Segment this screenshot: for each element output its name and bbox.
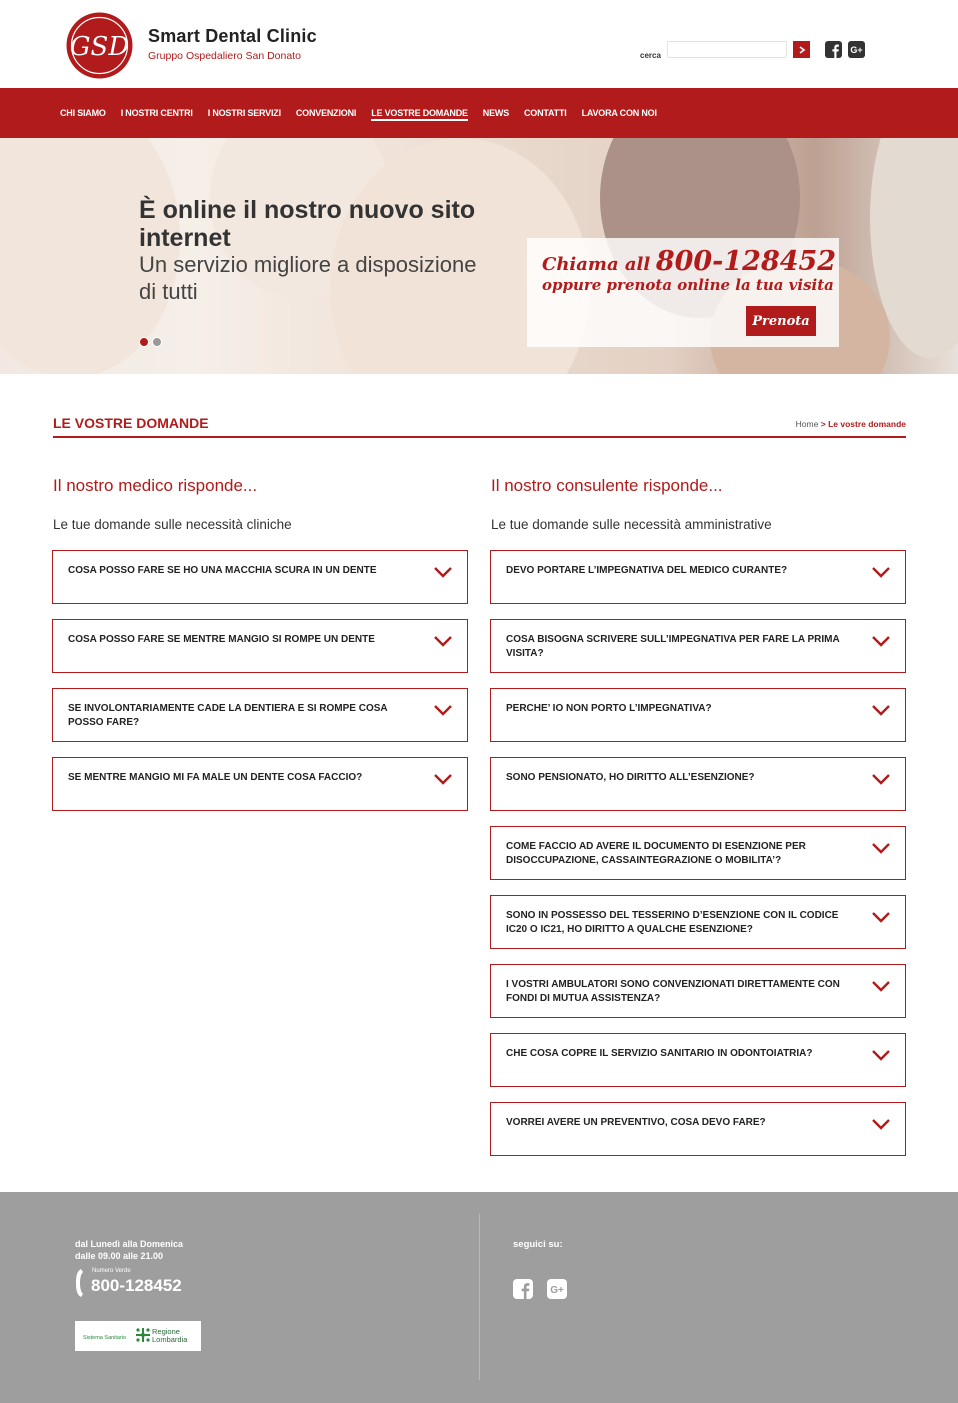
faq-item-clinical[interactable] — [52, 550, 468, 604]
chevron-down-icon — [433, 772, 453, 786]
sistema-sanitario-text: Sistema Sanitario — [83, 1335, 127, 1341]
faq-item-administrative[interactable] — [490, 826, 906, 880]
faq-question: SE MENTRE MANGIO MI FA MALE UN DENTE COSA FACCIO? — [68, 772, 363, 783]
faq-item-administrative[interactable] — [490, 895, 906, 949]
chevron-down-icon — [871, 841, 891, 855]
faq-item-administrative[interactable] — [490, 757, 906, 811]
breadcrumb-home-link[interactable]: Home — [795, 419, 819, 429]
faq-question: SE INVOLONTARIAMENTE CADE LA DENTIERA E SI ROMPE COSA POSSO FARE? — [68, 703, 388, 728]
chevron-down-icon — [871, 1048, 891, 1062]
regione-line1: Regione — [152, 1327, 180, 1336]
chevron-down-icon — [871, 772, 891, 786]
facebook-icon[interactable] — [825, 41, 842, 58]
breadcrumb-current: Le vostre domande — [828, 419, 906, 429]
chevron-down-icon — [871, 703, 891, 717]
google-plus-icon[interactable] — [848, 41, 865, 58]
breadcrumb — [796, 419, 906, 429]
nav-item-convenzioni[interactable]: CONVENZIONI — [295, 108, 357, 118]
nav-item-news[interactable]: NEWS — [482, 108, 509, 118]
faq-item-administrative[interactable] — [490, 688, 906, 742]
svg-text:G+: G+ — [850, 45, 863, 55]
faq-item-administrative[interactable] — [490, 964, 906, 1018]
nav-item-vostre-domande[interactable]: LE VOSTRE DOMANDE — [371, 108, 468, 121]
right-column-subtitle: Le tue domande sulle necessità amministrative — [491, 517, 772, 532]
chevron-down-icon — [871, 565, 891, 579]
arrow-right-icon — [798, 46, 806, 54]
search-label: cerca — [640, 51, 661, 60]
promo-prefix: Chiama all — [542, 254, 651, 275]
footer-divider — [479, 1214, 480, 1380]
chevron-down-icon — [871, 634, 891, 648]
faq-item-administrative[interactable] — [490, 619, 906, 673]
chevron-down-icon — [433, 634, 453, 648]
regione-lombardia-logo[interactable] — [75, 1321, 201, 1351]
faq-item-clinical[interactable] — [52, 757, 468, 811]
slider-dots — [139, 337, 165, 347]
hero-title: È online il nostro nuovo sito internet — [139, 196, 476, 252]
faq-question: COME FACCIO AD AVERE IL DOCUMENTO DI ESENZIONE PER DISOCCUPAZIONE, CASSAINTEGRAZIONE O MOBILITA’? — [506, 841, 806, 866]
nav-item-nostri-servizi[interactable]: I NOSTRI SERVIZI — [207, 108, 281, 118]
faq-question: CHE COSA COPRE IL SERVIZIO SANITARIO IN ODONTOIATRIA? — [506, 1048, 813, 1059]
hours-time: dalle 09.00 alle 21.00 — [75, 1251, 164, 1261]
gsd-logo[interactable] — [66, 12, 133, 79]
phone-label: Numero Verde — [92, 1268, 131, 1274]
hero-slider — [0, 138, 958, 374]
chevron-down-icon — [871, 910, 891, 924]
faq-question: I VOSTRI AMBULATORI SONO CONVENZIONATI DIRETTAMENTE CON FONDI DI MUTUA ASSISTENZA? — [506, 979, 840, 1004]
right-column-title: Il nostro consulente risponde... — [491, 476, 723, 495]
search-input[interactable] — [667, 41, 787, 58]
follow-us-label: seguici su: — [513, 1239, 563, 1250]
title-divider — [53, 436, 906, 438]
faq-question: COSA POSSO FARE SE MENTRE MANGIO SI ROMPE UN DENTE — [68, 634, 375, 645]
faq-item-administrative[interactable] — [490, 550, 906, 604]
faq-question: DEVO PORTARE L’IMPEGNATIVA DEL MEDICO CURANTE? — [506, 565, 788, 576]
chevron-down-icon — [871, 979, 891, 993]
faq-item-clinical[interactable] — [52, 619, 468, 673]
chevron-down-icon — [433, 703, 453, 717]
brand-name[interactable]: Smart Dental Clinic — [148, 26, 317, 46]
faq-question: SONO IN POSSESSO DEL TESSERINO D’ESENZIONE CON IL CODICE IC20 O IC21, HO DIRITTO A QUALCHE ESENZIONE? — [506, 910, 839, 935]
regione-line2: Lombardia — [152, 1335, 188, 1344]
prenota-button[interactable]: Prenota — [746, 306, 816, 336]
promo-book-line: oppure prenota online la tua visita — [542, 276, 834, 294]
faq-question: VORREI AVERE UN PREVENTIVO, COSA DEVO FARE? — [506, 1117, 766, 1128]
rosa-camuna-icon — [135, 1327, 151, 1343]
faq-question: COSA POSSO FARE SE HO UNA MACCHIA SCURA IN UN DENTE — [68, 565, 377, 576]
promo-phone-number[interactable]: 800-128452 — [655, 246, 837, 277]
hero-subtitle: Un servizio migliore a disposizione di tutti — [139, 252, 477, 304]
faq-question: COSA BISOGNA SCRIVERE SULL’IMPEGNATIVA PER FARE LA PRIMA VISITA? — [506, 634, 840, 659]
booking-promo-box — [527, 238, 839, 347]
nav-item-contatti[interactable]: CONTATTI — [524, 108, 567, 118]
page-title: LE VOSTRE DOMANDE — [53, 415, 209, 431]
chevron-down-icon — [871, 1117, 891, 1131]
faq-question: PERCHE’ IO NON PORTO L’IMPEGNATIVA? — [506, 703, 712, 714]
promo-call-line — [542, 246, 836, 277]
faq-item-administrative[interactable] — [490, 1102, 906, 1156]
google-plus-icon[interactable] — [547, 1279, 567, 1299]
site-footer — [0, 1192, 958, 1403]
nav-item-chi-siamo[interactable]: CHI SIAMO — [60, 108, 106, 118]
slider-dot-2[interactable] — [152, 337, 162, 347]
left-column-title: Il nostro medico risponde... — [53, 476, 258, 495]
site-header — [0, 0, 958, 88]
nav-item-lavora-con-noi[interactable]: LAVORA CON NOI — [581, 108, 657, 118]
phone-number[interactable]: 800-128452 — [91, 1276, 182, 1295]
brand-subtitle: Gruppo Ospedaliero San Donato — [148, 50, 301, 62]
regione-lombardia-text — [152, 1328, 187, 1344]
left-column-subtitle: Le tue domande sulle necessità cliniche — [53, 517, 292, 532]
chevron-down-icon — [433, 565, 453, 579]
svg-text:G+: G+ — [550, 1285, 564, 1296]
main-navigation — [0, 88, 958, 138]
logo-text: GSD — [69, 32, 130, 62]
opening-hours — [75, 1238, 183, 1262]
faq-item-clinical[interactable] — [52, 688, 468, 742]
faq-question: SONO PENSIONATO, HO DIRITTO ALL’ESENZIONE? — [506, 772, 755, 783]
breadcrumb-separator: > — [820, 419, 826, 429]
faq-item-administrative[interactable] — [490, 1033, 906, 1087]
hours-days: dal Lunedì alla Domenica — [75, 1239, 184, 1249]
phone-icon — [75, 1268, 87, 1298]
slider-dot-1[interactable] — [139, 337, 149, 347]
nav-item-nostri-centri[interactable]: I NOSTRI CENTRI — [120, 108, 193, 118]
facebook-icon[interactable] — [513, 1279, 533, 1299]
search-submit-button[interactable] — [793, 41, 810, 58]
